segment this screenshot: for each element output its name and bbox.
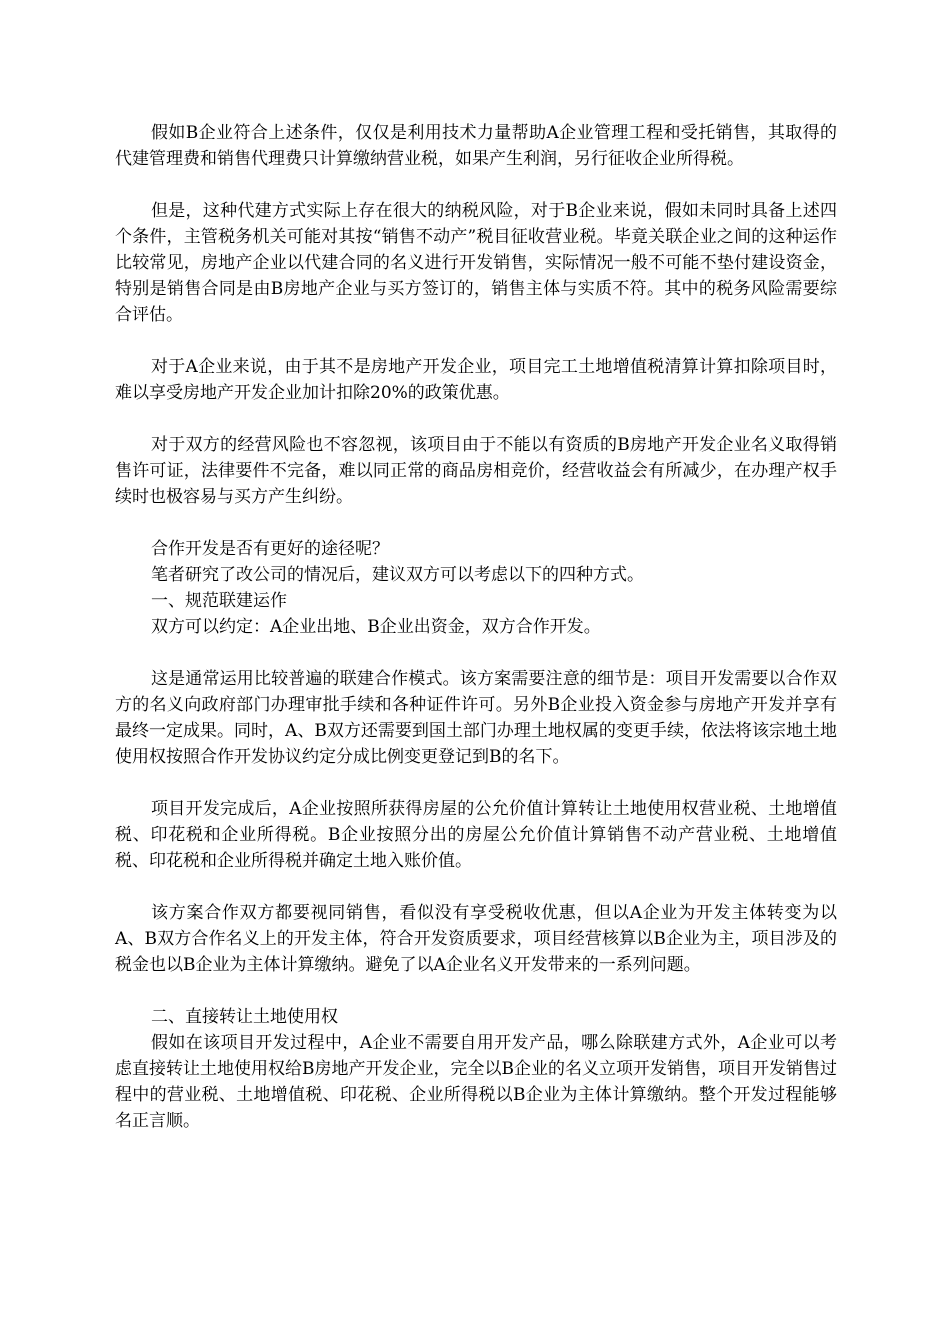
paragraph-joint-model: 这是通常运用比较普遍的联建合作模式。该方案需要注意的细节是：项目开发需要以合作双方的名义向政府部门办理审批手续和各种证件许可。另外B企业投入资金参与房地产开发并享有最终一定成果。同时，A、B双方还需要到国土部门办理土地权属的变更手续，依法将该宗地土地使用权按照合作开发协议约定分成比例变更登记到B的名下。 [115, 669, 837, 767]
paragraph-after-completion: 项目开发完成后，A企业按照所获得房屋的公允价值计算转让土地使用权营业税、土地增值税、印花税和企业所得税。B企业按照分出的房屋公允价值计算销售不动产营业税、土地增值税、印花税和企业所得税并确定土地入账价值。 [115, 799, 837, 871]
paragraph-agency-tax: 假如B企业符合上述条件，仅仅是利用技术力量帮助A企业管理工程和受托销售，其取得的代建管理费和销售代理费只计算缴纳营业税，如果产生利润，另行征收企业所得税。 [115, 123, 837, 169]
paragraph-tax-risk: 但是，这种代建方式实际上存在很大的纳税风险，对于B企业来说，假如未同时具备上述四个条件，主管税务机关可能对其按“销售不动产”税目征收营业税。毕竟关联企业之间的这种运作比较常见，房地产企业以代建合同的名义进行开发销售，实际情况一般不可能不垫付建设资金，特别是销售合同是由B房地产企业与买方签订的，销售主体与实质不符。其中的税务风险需要综合评估。 [115, 201, 837, 325]
paragraph-land-transfer: 假如在该项目开发过程中，A企业不需要自用开发产品，哪么除联建方式外，A企业可以考虑直接转让土地使用权给B房地产开发企业，完全以B企业的名义立项开发销售，项目开发销售过程中的营业税、土地增值税、印花税、企业所得税以B企业为主体计算缴纳。整个开发过程能够名正言顺。 [115, 1033, 837, 1131]
paragraph-suggestion: 笔者研究了改公司的情况后，建议双方可以考虑以下的四种方式。 [151, 565, 644, 585]
paragraph-deemed-sale: 该方案合作双方都要视同销售，看似没有享受税收优惠，但以A企业为开发主体转变为以A、B双方合作名义上的开发主体，符合开发资质要求，项目经营核算以B企业为主，项目涉及的税金也以B企业为主体计算缴纳。避免了以A企业名义开发带来的一系列问题。 [115, 903, 837, 975]
section-heading-joint-construction: 一、规范联建运作 [151, 591, 287, 611]
paragraph-company-a: 对于A企业来说，由于其不是房地产开发企业，项目完工土地增值税清算计算扣除项目时，难以享受房地产开发企业加计扣除20%的政策优惠。 [115, 357, 837, 403]
paragraph-operating-risk: 对于双方的经营风险也不容忽视，该项目由于不能以有资质的B房地产开发企业名义取得销售许可证，法律要件不完备，难以同正常的商品房相竞价，经营收益会有所减少，在办理产权手续时也极容易与买方产生纠纷。 [115, 435, 837, 507]
document-body [115, 120, 837, 1134]
section-heading-land-transfer: 二、直接转让土地使用权 [151, 1007, 338, 1027]
paragraph-agreement: 双方可以约定：A企业出地、B企业出资金，双方合作开发。 [151, 617, 601, 637]
paragraph-question: 合作开发是否有更好的途径呢？ [151, 539, 389, 559]
